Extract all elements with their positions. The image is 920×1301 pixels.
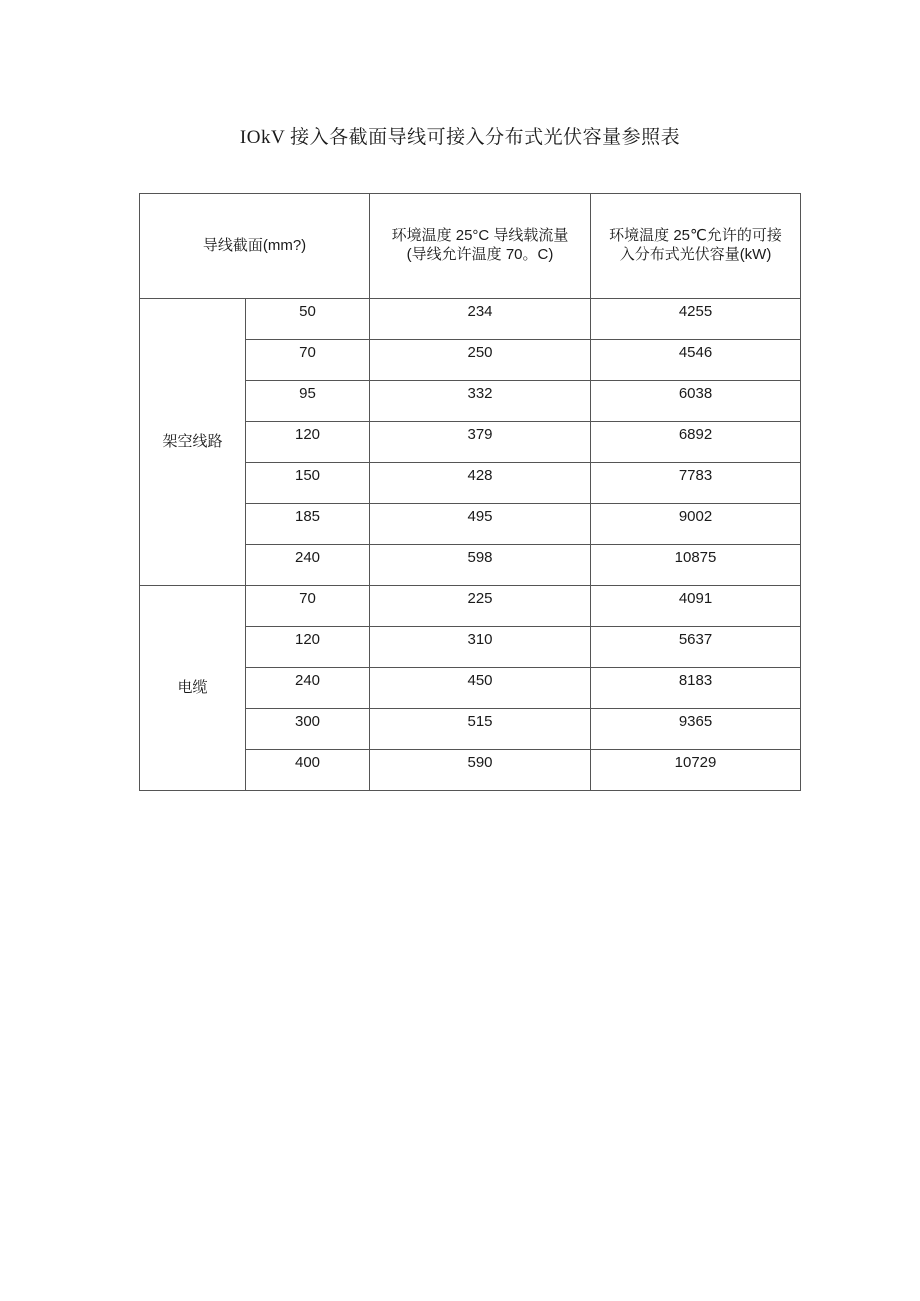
- cell-section: 95: [246, 381, 370, 422]
- cell-current: 250: [370, 340, 591, 381]
- cell-section: 120: [246, 422, 370, 463]
- cell-capacity: 4546: [591, 340, 801, 381]
- document-title: IOkV 接入各截面导线可接入分布式光伏容量参照表: [239, 127, 681, 148]
- header-current-line2: (导线允许温度 70。C): [406, 246, 554, 263]
- cell-current: 590: [370, 750, 591, 791]
- cell-capacity: 5637: [591, 627, 801, 668]
- cell-section: 185: [246, 504, 370, 545]
- header-current-line1: 环境温度 25°C 导线载流量: [391, 227, 569, 245]
- group-label-cable: 电缆: [140, 586, 246, 791]
- cell-section: 240: [246, 545, 370, 586]
- group-label-overhead: 架空线路: [140, 299, 246, 586]
- cell-section: 70: [246, 340, 370, 381]
- header-capacity: [591, 194, 801, 299]
- cell-section: 120: [246, 627, 370, 668]
- header-capacity-line1: 环境温度 25℃允许的可接: [609, 227, 782, 245]
- cell-current: 450: [370, 668, 591, 709]
- cell-capacity: 9365: [591, 709, 801, 750]
- header-capacity-line2: 入分布式光伏容量(kW): [619, 246, 772, 263]
- header-current: [370, 194, 591, 299]
- cell-current: 598: [370, 545, 591, 586]
- cell-section: 70: [246, 586, 370, 627]
- cell-capacity: 10729: [591, 750, 801, 791]
- header-row: [140, 194, 801, 299]
- cell-current: 225: [370, 586, 591, 627]
- table-row: [140, 299, 801, 340]
- cell-section: 50: [246, 299, 370, 340]
- capacity-reference-table: [139, 193, 801, 791]
- cell-capacity: 10875: [591, 545, 801, 586]
- cell-section: 400: [246, 750, 370, 791]
- cell-capacity: 9002: [591, 504, 801, 545]
- cell-current: 310: [370, 627, 591, 668]
- table-row: [140, 586, 801, 627]
- cell-current: 515: [370, 709, 591, 750]
- cell-capacity: 8183: [591, 668, 801, 709]
- cell-capacity: 6892: [591, 422, 801, 463]
- cell-section: 240: [246, 668, 370, 709]
- cell-current: 234: [370, 299, 591, 340]
- cell-current: 428: [370, 463, 591, 504]
- cell-capacity: 4091: [591, 586, 801, 627]
- cell-capacity: 6038: [591, 381, 801, 422]
- cell-current: 332: [370, 381, 591, 422]
- cell-current: 379: [370, 422, 591, 463]
- cell-section: 300: [246, 709, 370, 750]
- cell-capacity: 7783: [591, 463, 801, 504]
- header-section: 导线截面(mm?): [140, 194, 370, 299]
- cell-capacity: 4255: [591, 299, 801, 340]
- cell-current: 495: [370, 504, 591, 545]
- cell-section: 150: [246, 463, 370, 504]
